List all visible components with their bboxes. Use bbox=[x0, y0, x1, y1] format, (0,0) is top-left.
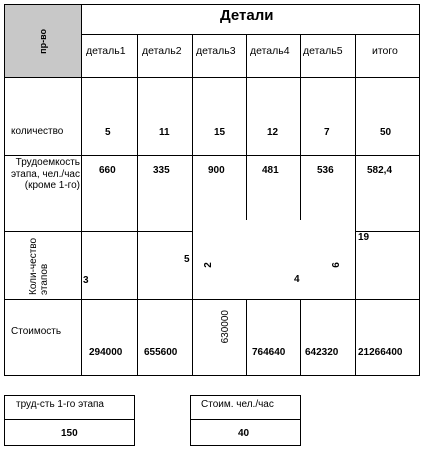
first-stage-value: 150 bbox=[61, 428, 78, 439]
grid-line bbox=[192, 35, 193, 375]
row-label-labor bbox=[5, 157, 81, 217]
grid-line bbox=[300, 35, 301, 220]
stages-value: 19 bbox=[358, 232, 370, 243]
first-stage-divider bbox=[5, 419, 134, 420]
cost-value-rotated-holder bbox=[218, 306, 232, 348]
hour-cost-value: 40 bbox=[238, 428, 250, 439]
labor-value: 582,4 bbox=[367, 165, 393, 176]
grid-line bbox=[300, 300, 301, 375]
quantity-value: 12 bbox=[267, 127, 279, 138]
grid-line bbox=[82, 34, 420, 35]
grid-line bbox=[5, 155, 420, 156]
corner-label: пр-во bbox=[37, 28, 48, 54]
row-label-stages: Коли-чество этапов bbox=[28, 237, 50, 295]
grid-line bbox=[355, 35, 356, 375]
cost-value: 655600 bbox=[144, 347, 178, 358]
cost-value: 21266400 bbox=[358, 347, 403, 358]
corner-label-holder bbox=[5, 5, 81, 77]
grid-line bbox=[137, 35, 138, 375]
labor-value: 660 bbox=[99, 165, 116, 176]
quantity-value: 5 bbox=[105, 127, 111, 138]
column-header-detail4: деталь4 bbox=[250, 45, 290, 57]
cost-value: 764640 bbox=[252, 347, 286, 358]
cost-value: 642320 bbox=[305, 347, 339, 358]
stages-value: 4 bbox=[294, 274, 300, 285]
first-stage-label: труд-сть 1-го этапа bbox=[16, 399, 104, 410]
quantity-value: 15 bbox=[214, 127, 226, 138]
labor-value: 900 bbox=[208, 165, 225, 176]
stages-value: 2 bbox=[202, 262, 214, 268]
stages-value: 6 bbox=[330, 262, 342, 268]
cost-value: 294000 bbox=[89, 347, 123, 358]
hour-cost-divider bbox=[191, 419, 300, 420]
stages-value: 3 bbox=[83, 275, 89, 286]
column-header-detail1: деталь1 bbox=[86, 45, 126, 57]
grid-line bbox=[5, 77, 420, 78]
grid-line bbox=[5, 299, 420, 300]
labor-value: 335 bbox=[153, 165, 170, 176]
row-label-labor-text: Трудоемкость этапа, чел./час (кроме 1-го) bbox=[10, 157, 80, 191]
grid-line bbox=[81, 5, 82, 375]
stages-value: 5 bbox=[184, 254, 190, 265]
row-label-quantity: количество bbox=[11, 126, 64, 137]
labor-value: 481 bbox=[262, 165, 279, 176]
table-title: Детали bbox=[220, 7, 274, 24]
hour-cost-label: Стоим. чел./час bbox=[201, 399, 274, 410]
column-header-detail5: деталь5 bbox=[303, 45, 343, 57]
labor-value: 536 bbox=[317, 165, 334, 176]
quantity-value: 7 bbox=[324, 127, 330, 138]
grid-line bbox=[246, 35, 247, 220]
cost-value: 630000 bbox=[219, 310, 231, 344]
column-header-total: итого bbox=[372, 45, 398, 57]
column-header-detail2: деталь2 bbox=[142, 45, 182, 57]
grid-line bbox=[5, 231, 193, 232]
quantity-value: 11 bbox=[159, 127, 170, 138]
row-label-cost: Стоимость bbox=[11, 326, 62, 337]
row-label-stages-holder bbox=[20, 234, 70, 296]
grid-line bbox=[246, 300, 247, 375]
column-header-detail3: деталь3 bbox=[196, 45, 236, 57]
quantity-value: 50 bbox=[380, 127, 392, 138]
